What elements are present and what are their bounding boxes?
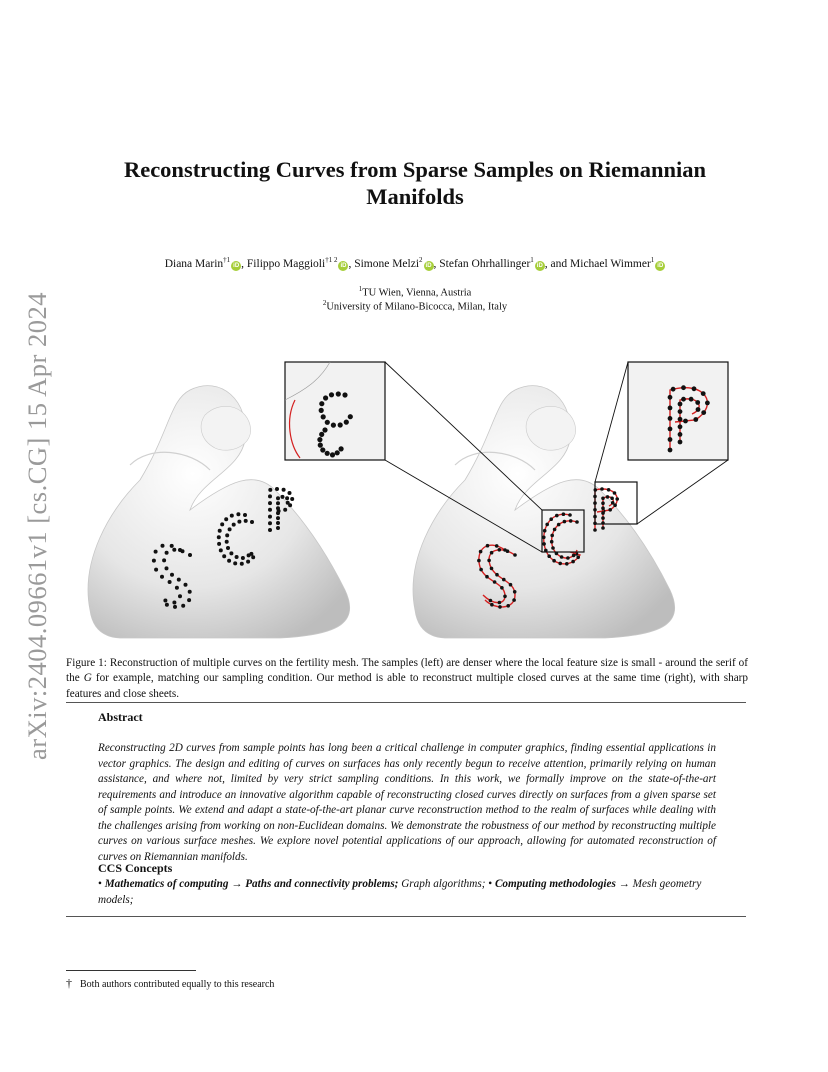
- sample-point: [276, 516, 280, 520]
- sample-point: [319, 401, 324, 406]
- sample-point: [229, 551, 233, 555]
- ccs-concepts: • Mathematics of computing → Paths and connectivity problems; Graph algorithms; • Computing methodologies → Mesh geometry models;: [98, 878, 702, 906]
- sample-point: [601, 497, 605, 501]
- sample-point: [218, 529, 222, 533]
- sample-point: [338, 422, 343, 427]
- figure-caption: Figure 1: Reconstruction of multiple curves on the fertility mesh. The samples (left) are denser where the local feature size is small - around the serif of the G for example, matching our sampling condition. Our method is able to reconstruct multiple closed curves at the same time (right), with sharp features and close sheets.: [66, 657, 748, 700]
- sample-point: [251, 555, 255, 559]
- abstract-text: Reconstructing 2D curves from sample points has long been a critical challenge in computer graphics, finding essential applications in vector graphics. The design and editing of curves on surfaces has only recently begun to receive attention, primarily relying on human assistance, and where not, limited by very strict sampling conditions. In this work, we formally improve on the state-of-the-art requirements and introduce an innovative algorithm capable of reconstructing closed curves directly on surfaces from a given sparse set of sample points. We extend and adapt a state-of-the-art planar curve reconstruction method to the realm of surfaces while dealing with the challenges arising from working on non-Euclidean domains. We demonstrate the robustness of our method by reconstructing multiple curves on various surface meshes. We explore novel potential applications of our approach, allowing for automated reconstruction of curves on Riemannian manifolds.: [98, 742, 716, 863]
- sample-point: [479, 550, 483, 554]
- sample-point: [268, 488, 272, 492]
- sample-point: [509, 583, 513, 587]
- affiliation-2: $^2$University of Milano-Bicocca, Milan, Italy: [322, 299, 508, 313]
- sample-point: [240, 562, 244, 566]
- sample-point: [553, 528, 557, 532]
- sample-point: [290, 497, 294, 501]
- sample-point: [543, 529, 547, 533]
- sample-point: [323, 395, 328, 400]
- sample-point: [557, 523, 561, 527]
- sample-point: [485, 575, 489, 579]
- sample-point: [495, 573, 499, 577]
- sample-point: [678, 402, 683, 407]
- sample-point: [512, 598, 516, 602]
- title-line-2: Manifolds: [366, 184, 464, 209]
- title-line-1: Reconstructing Curves from Sparse Samples on Riemannian: [123, 157, 707, 182]
- sample-point: [275, 487, 279, 491]
- sample-point: [187, 598, 191, 602]
- sample-point: [547, 554, 551, 558]
- sample-point: [222, 554, 226, 558]
- sample-point: [250, 520, 254, 524]
- sample-point: [330, 452, 335, 457]
- orcid-icon[interactable]: iD: [536, 262, 543, 269]
- sample-point: [498, 605, 502, 609]
- sample-point: [225, 533, 229, 537]
- sample-point: [319, 432, 324, 437]
- sample-point: [490, 567, 494, 571]
- sample-point: [268, 494, 272, 498]
- sample-point: [230, 514, 234, 518]
- sample-point: [276, 511, 280, 515]
- sample-point: [339, 446, 344, 451]
- sample-point: [170, 573, 174, 577]
- sample-point: [486, 544, 490, 548]
- sample-point: [569, 519, 573, 523]
- sample-point: [276, 506, 280, 510]
- sample-point: [601, 516, 605, 520]
- author-diana-marin: Diana Marin$^{\dagger 1}$iD: [164, 256, 240, 270]
- sample-point: [503, 548, 507, 552]
- sample-point: [268, 515, 272, 519]
- inset-zoom-p: [595, 362, 728, 524]
- sample-point: [321, 414, 326, 419]
- sample-point: [233, 561, 237, 565]
- sample-point: [348, 414, 353, 419]
- sample-point: [600, 487, 604, 491]
- sample-point: [705, 401, 710, 406]
- sample-point: [500, 586, 504, 590]
- sample-point: [268, 528, 272, 532]
- sample-point: [286, 501, 290, 505]
- sample-point: [165, 566, 169, 570]
- sample-point: [608, 508, 612, 512]
- sample-point: [542, 542, 546, 546]
- sample-point: [217, 535, 221, 539]
- sample-point: [668, 437, 673, 442]
- sample-point: [681, 385, 686, 390]
- author-simone-melzi: Simone Melzi$^2$iD: [354, 256, 432, 270]
- sample-point: [241, 556, 245, 560]
- sample-point: [243, 513, 247, 517]
- sample-point: [693, 417, 698, 422]
- sample-point: [550, 540, 554, 544]
- sample-point: [220, 522, 224, 526]
- sample-point: [550, 534, 554, 538]
- sample-point: [489, 599, 493, 603]
- sample-point: [495, 544, 499, 548]
- sample-point: [681, 397, 686, 402]
- sample-point: [668, 427, 673, 432]
- sample-point: [498, 601, 502, 605]
- sample-point: [498, 548, 502, 552]
- abstract-heading: Abstract: [98, 710, 143, 724]
- sample-point: [285, 496, 289, 500]
- sample-point: [490, 603, 494, 607]
- sample-point: [244, 519, 248, 523]
- sample-point: [490, 551, 494, 555]
- sample-point: [165, 551, 169, 555]
- sample-point: [331, 423, 336, 428]
- sample-point: [228, 527, 232, 531]
- sample-point: [329, 392, 334, 397]
- sample-point: [562, 512, 566, 516]
- sample-point: [668, 448, 673, 453]
- sample-point: [601, 506, 605, 510]
- sample-point: [560, 555, 564, 559]
- sample-point: [575, 520, 579, 524]
- sample-point: [247, 553, 251, 557]
- sample-point: [613, 491, 617, 495]
- sample-point: [565, 562, 569, 566]
- sample-point: [601, 501, 605, 505]
- sample-point: [282, 488, 286, 492]
- sample-point: [678, 409, 683, 414]
- orcid-icon[interactable]: iD: [340, 262, 347, 269]
- sample-point: [503, 595, 507, 599]
- sample-point: [318, 443, 323, 448]
- sample-point: [165, 603, 169, 607]
- sample-point: [601, 526, 605, 530]
- sample-point: [276, 501, 280, 505]
- sample-point: [668, 395, 673, 400]
- sample-point: [288, 491, 292, 495]
- sample-point: [689, 397, 694, 402]
- sample-point: [317, 437, 322, 442]
- sample-point: [513, 590, 517, 594]
- footnote: † Both authors contributed equally to this research: [66, 976, 275, 990]
- sample-point: [177, 578, 181, 582]
- sample-point: [479, 568, 483, 572]
- sample-point: [563, 520, 567, 524]
- author-list: Diana Marin$^{\dagger 1}$iD , Filippo Maggioli$^{\dagger 1 2}$iD , Simone Melzi$^2$iD , Stefan Ohrhallinger$^1$iD , and Michael Wimmer$^1$iD: [164, 256, 664, 270]
- sample-point: [188, 590, 192, 594]
- sample-point: [701, 410, 706, 415]
- sample-point: [695, 400, 700, 405]
- sample-point: [276, 496, 280, 500]
- ccs-heading: CCS Concepts: [98, 861, 173, 875]
- sample-point: [555, 514, 559, 518]
- sample-point: [162, 558, 166, 562]
- sample-point: [610, 497, 614, 501]
- sample-point: [325, 451, 330, 456]
- sample-point: [322, 427, 327, 432]
- sample-point: [154, 550, 158, 554]
- sample-point: [502, 578, 506, 582]
- sample-point: [172, 548, 176, 552]
- orcid-icon[interactable]: iD: [233, 262, 240, 269]
- sample-point: [225, 540, 229, 544]
- sample-point: [615, 497, 619, 501]
- sample-point: [268, 521, 272, 525]
- sample-point: [181, 604, 185, 608]
- sample-point: [611, 501, 615, 505]
- sample-point: [696, 407, 701, 412]
- sample-point: [568, 513, 572, 517]
- sample-point: [572, 554, 576, 558]
- sample-point: [593, 528, 597, 532]
- sample-point: [163, 599, 167, 603]
- sample-point: [175, 586, 179, 590]
- figure-1-fertility-mesh: [80, 360, 750, 650]
- divider-bottom: [66, 916, 746, 917]
- author-filippo-maggioli: Filippo Maggioli$^{\dagger 1 2}$iD: [246, 256, 347, 270]
- sample-point: [671, 387, 676, 392]
- sample-point: [283, 508, 287, 512]
- sample-point: [493, 580, 497, 584]
- sample-point: [224, 517, 228, 521]
- sample-point: [678, 417, 683, 422]
- sample-point: [571, 560, 575, 564]
- sample-point: [692, 386, 697, 391]
- sample-point: [335, 450, 340, 455]
- sample-point: [477, 559, 481, 563]
- sample-point: [235, 555, 239, 559]
- sample-point: [172, 601, 176, 605]
- sample-point: [683, 419, 688, 424]
- sample-point: [226, 546, 230, 550]
- sample-point: [178, 548, 182, 552]
- sample-point: [336, 391, 341, 396]
- sample-point: [268, 501, 272, 505]
- sample-point: [320, 447, 325, 452]
- sample-point: [219, 548, 223, 552]
- sample-point: [178, 594, 182, 598]
- arxiv-identifier: arXiv:2404.09661v1 [cs.CG] 15 Apr 2024: [22, 292, 52, 760]
- sample-point: [506, 604, 510, 608]
- sample-point: [232, 523, 236, 527]
- orcid-icon[interactable]: iD: [657, 262, 664, 269]
- sample-point: [173, 605, 177, 609]
- sample-point: [678, 432, 683, 437]
- sample-point: [237, 520, 241, 524]
- sample-point: [678, 440, 683, 445]
- sample-point: [168, 580, 172, 584]
- sample-point: [170, 544, 174, 548]
- sample-point: [487, 559, 491, 563]
- sample-point: [606, 495, 610, 499]
- sample-point: [566, 556, 570, 560]
- sample-point: [545, 523, 549, 527]
- sample-point: [236, 512, 240, 516]
- sample-point: [319, 408, 324, 413]
- sample-point: [701, 391, 706, 396]
- sample-point: [678, 424, 683, 429]
- sample-point: [276, 526, 280, 530]
- sample-point: [607, 488, 611, 492]
- sample-point: [160, 575, 164, 579]
- author-michael-wimmer: Michael Wimmer$^1$iD: [570, 256, 664, 270]
- sample-point: [551, 546, 555, 550]
- sample-point: [576, 556, 580, 560]
- sample-point: [342, 392, 347, 397]
- sample-point: [668, 416, 673, 421]
- divider-top: [66, 702, 746, 703]
- sample-point: [161, 544, 165, 548]
- sample-point: [227, 559, 231, 563]
- sample-point: [184, 583, 188, 587]
- sample-point: [268, 508, 272, 512]
- sample-point: [549, 517, 553, 521]
- sample-point: [246, 560, 250, 564]
- sample-point: [325, 420, 330, 425]
- author-stefan-ohrhallinger: Stefan Ohrhallinger$^1$iD: [439, 256, 543, 270]
- sample-point: [276, 521, 280, 525]
- sample-point: [552, 559, 556, 563]
- sample-point: [513, 553, 517, 557]
- paper-title: [90, 156, 740, 210]
- footnote-rule: [66, 970, 196, 971]
- sample-point: [281, 495, 285, 499]
- sample-point: [217, 542, 221, 546]
- sample-point: [601, 511, 605, 515]
- sample-point: [668, 406, 673, 411]
- sample-point: [558, 562, 562, 566]
- sample-point: [152, 559, 156, 563]
- sample-point: [154, 568, 158, 572]
- sample-point: [344, 420, 349, 425]
- affiliation-1: $^1$TU Wien, Vienna, Austria: [358, 285, 472, 299]
- orcid-icon[interactable]: iD: [425, 262, 432, 269]
- sample-point: [188, 553, 192, 557]
